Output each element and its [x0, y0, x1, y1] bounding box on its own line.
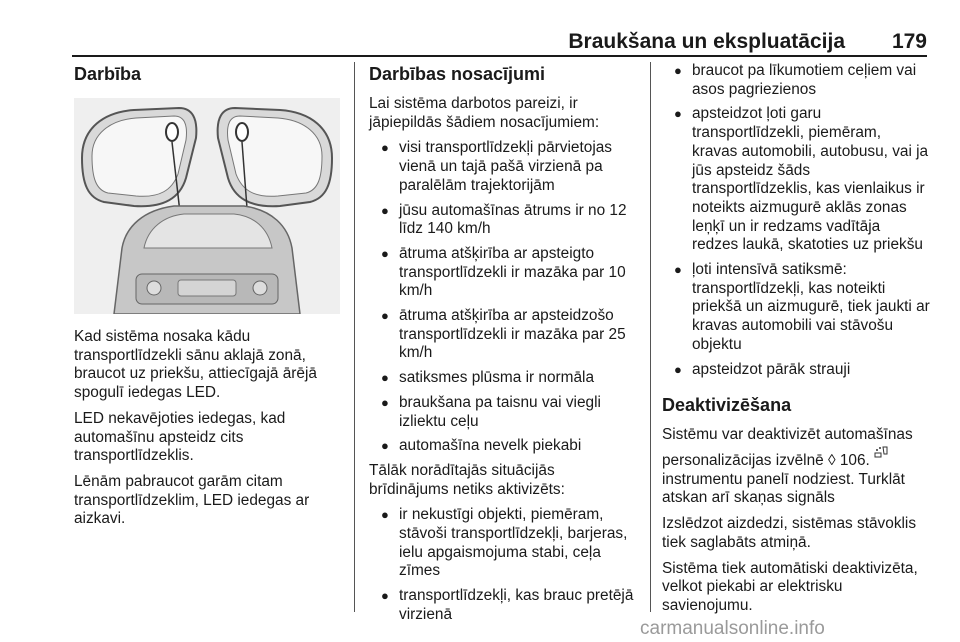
list-item: [662, 361, 930, 380]
paragraph-led-overtaken: LED nekavējoties iedegas, kad automašīnu apsteidz cits transportlīdzeklis.: [74, 409, 286, 465]
list-item-text: jūsu automašīnas ātrums ir no 12 līdz 140 km/h: [399, 201, 627, 238]
paragraph-ignition-memory: Izslēdzot aizdedzi, sistēmas stāvoklis tiek saglabāts atmiņā.: [662, 515, 917, 551]
list-item: [662, 261, 930, 355]
paragraph-auto-deactivate: Sistēma tiek automātiski deaktivizēta, velkot piekabi ar elektrisku savienojumu.: [662, 559, 918, 614]
conditions-intro: Lai sistēma darbotos pareizi, ir jāpiepildās šādiem nosacījumiem:: [369, 95, 600, 131]
list-item-text: ir nekustīgi objekti, piemēram, stāvoši transportlīdzekļi, barjeras, ielu apgaismojuma stabi, ceļa zīmes: [399, 506, 628, 580]
list-item-text: automašīna nevelk piekabi: [399, 437, 582, 455]
bullet-icon: ●: [381, 202, 389, 218]
bullet-icon: ●: [674, 63, 682, 78]
list-item-text: ātruma atšķirība ar apsteigto transportlīdzekli ir mazāka par 10 km/h: [399, 244, 626, 300]
list-item-text: braucot pa līkumotiem ceļiem vai asos pagriezienos: [692, 62, 917, 98]
list-item-text: ātruma atšķirība ar apsteidzošo transportlīdzekli ir mazāka par 25 km/h: [399, 307, 626, 362]
list-item-text: transportlīdzekļi, kas brauc pretējā virzienā: [399, 587, 634, 623]
bullet-icon: ●: [674, 361, 682, 377]
list-item-text: visi transportlīdzekļi pārvietojas vienā un tajā pašā virzienā pa paralēlām trajektorijām: [399, 139, 612, 194]
list-item: [369, 139, 637, 195]
blind-spot-indicator-icon: [874, 445, 890, 459]
bullet-icon: ●: [381, 370, 389, 386]
paragraph-deactivate-menu: [662, 426, 930, 508]
no-warning-list-continued: [662, 62, 930, 379]
list-item: [369, 202, 637, 239]
list-item-text: braukšana pa taisnu vai viegli izliektu ceļu: [399, 393, 601, 430]
bullet-icon: ●: [674, 106, 682, 122]
mirror-illustration: [74, 98, 340, 314]
list-item: [662, 105, 930, 255]
bullet-icon: ●: [381, 308, 389, 324]
column-divider-left: [354, 62, 355, 612]
no-warning-intro: Tālāk norādītajās situācijās brīdinājums netiks aktivizēts:: [369, 461, 565, 498]
deactivate-text-continued: instrumentu panelī nodziest. Turklāt atskan arī skaņas signāls: [662, 470, 905, 507]
list-item-text: apsteidzot pārāk strauji: [692, 360, 851, 378]
page-reference-icon: ◊: [827, 452, 836, 470]
bullet-icon: ●: [674, 262, 682, 278]
paragraph-led-delay: Lēnām pabraucot garām citam transportlīdzeklim, LED iedegas ar aizkavi.: [74, 472, 310, 528]
bullet-icon: ●: [381, 588, 389, 604]
list-item: [369, 307, 637, 363]
no-warning-list: [369, 506, 637, 624]
paragraph-led-detect: Kad sistēma nosaka kādu transportlīdzekli sānu aklajā zonā, braucot uz priekšu, attiecīgajā ārējā spogulī iedegas LED.: [74, 328, 317, 402]
column-right: [662, 62, 930, 623]
bullet-icon: ●: [381, 140, 389, 156]
list-item: [369, 245, 637, 301]
list-item: [369, 506, 637, 581]
list-item-text: ļoti intensīvā satiksmē: transportlīdzekļi, kas noteikti priekšā un aizmugurē, tiek jaukti ar kravas automobili vai stāvošu objektu: [692, 261, 930, 353]
bullet-icon: ●: [381, 438, 389, 454]
page-header: [0, 0, 960, 52]
section-heading-conditions: Darbības nosacījumi: [369, 64, 546, 84]
section-heading-operation: Darbība: [74, 64, 142, 84]
conditions-list: [369, 139, 637, 456]
chapter-title: Braukšana un ekspluatācija: [568, 30, 845, 53]
bullet-icon: ●: [381, 507, 389, 523]
page-reference-link[interactable]: 106.: [839, 452, 870, 470]
column-middle: [369, 62, 637, 631]
watermark: carmanualsonline.info: [640, 618, 825, 639]
list-item: [369, 437, 637, 456]
list-item: [369, 394, 637, 431]
list-item: [369, 369, 637, 388]
section-heading-deactivation: Deaktivizēšana: [662, 395, 792, 416]
column-divider-right: [650, 62, 651, 612]
list-item-text: apsteidzot ļoti garu transportlīdzekli, piemēram, kravas automobili, autobusu, vai ja jūs apsteidz šāds transportlīdzeklis, kas vienlaikus ir noteikts aizmugurē aklās zonas leņķī un ir redzams vadītāja redzes laukā, skatoties uz priekšu: [692, 105, 929, 254]
page-number: 179: [891, 30, 927, 53]
column-left: [74, 62, 340, 536]
bullet-icon: ●: [381, 245, 389, 261]
deactivate-text: Sistēmu var deaktivizēt automašīnas personalizācijas izvēlnē: [662, 426, 913, 470]
list-item: [662, 62, 930, 99]
bullet-icon: ●: [381, 394, 389, 410]
side-mirrors-car-illustration: [74, 98, 340, 314]
header-rule: [72, 55, 927, 57]
list-item-text: satiksmes plūsma ir normāla: [399, 369, 595, 387]
list-item: [369, 587, 637, 624]
